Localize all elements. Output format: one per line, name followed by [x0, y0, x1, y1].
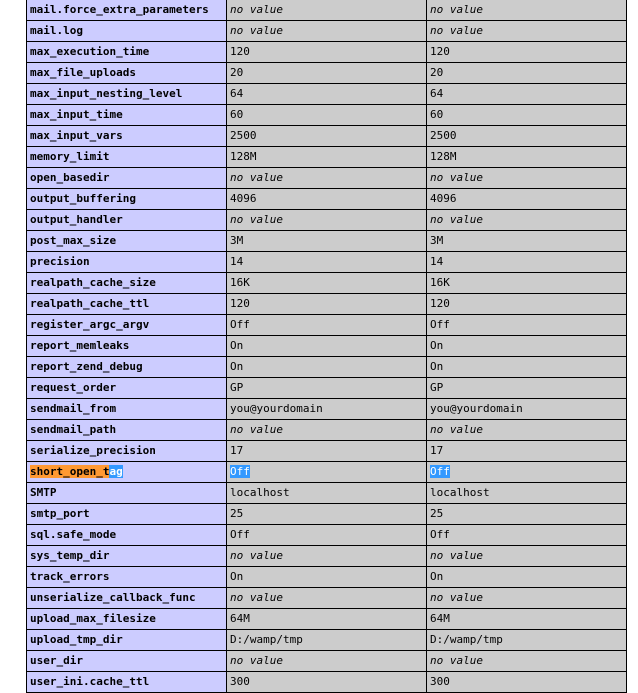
local-value-cell[interactable] [227, 168, 427, 189]
master-value-cell[interactable] [427, 672, 627, 693]
directive-name-cell[interactable] [27, 588, 227, 609]
directive-name: report_memleaks [30, 339, 130, 352]
master-value: 14 [430, 255, 444, 268]
directive-name-cell[interactable] [27, 315, 227, 336]
master-value: Off [430, 318, 450, 331]
directive-name-cell[interactable] [27, 21, 227, 42]
master-value: 17 [430, 444, 444, 457]
master-value: Off [430, 465, 450, 478]
directive-name-cell[interactable] [27, 567, 227, 588]
master-value-cell[interactable] [427, 315, 627, 336]
local-value-cell[interactable] [227, 525, 427, 546]
local-value: no value [230, 654, 283, 667]
local-value-cell[interactable] [227, 378, 427, 399]
php-config-table-container [26, 0, 626, 693]
local-value: Off [230, 465, 250, 478]
master-value-cell[interactable] [427, 651, 627, 672]
directive-name-cell[interactable] [27, 0, 227, 21]
local-value: On [230, 360, 244, 373]
master-value: On [430, 360, 444, 373]
master-value-cell[interactable] [427, 609, 627, 630]
local-value-cell[interactable] [227, 630, 427, 651]
local-value: GP [230, 381, 244, 394]
master-value: Off [430, 528, 450, 541]
master-value: localhost [430, 486, 490, 499]
table-row [27, 504, 627, 525]
directive-name-cell[interactable] [27, 525, 227, 546]
master-value: 120 [430, 297, 450, 310]
directive-name-cell[interactable] [27, 63, 227, 84]
config-rows [27, 0, 627, 693]
table-row [27, 210, 627, 231]
master-value-cell[interactable] [427, 105, 627, 126]
table-row [27, 273, 627, 294]
local-value: no value [230, 213, 283, 226]
master-value: 4096 [430, 192, 457, 205]
master-value-cell[interactable] [427, 21, 627, 42]
local-value: no value [230, 549, 283, 562]
table-row [27, 630, 627, 651]
local-value-cell[interactable] [227, 336, 427, 357]
master-value-cell[interactable] [427, 525, 627, 546]
master-value-cell[interactable] [427, 336, 627, 357]
table-row [27, 672, 627, 693]
directive-name: sendmail_path [30, 423, 117, 436]
directive-name-cell[interactable] [27, 630, 227, 651]
table-row [27, 588, 627, 609]
local-value: D:/wamp/tmp [230, 633, 303, 646]
directive-name-find-highlight: short_open_t [30, 465, 110, 478]
directive-name-cell[interactable] [27, 483, 227, 504]
local-value-cell[interactable] [227, 252, 427, 273]
table-row [27, 420, 627, 441]
directive-name-cell[interactable] [27, 609, 227, 630]
local-value: 64 [230, 87, 244, 100]
directive-name-cell[interactable] [27, 462, 227, 483]
local-value-cell[interactable] [227, 147, 427, 168]
master-value: On [430, 570, 444, 583]
directive-name: output_buffering [30, 192, 136, 205]
table-row [27, 294, 627, 315]
local-value: 120 [230, 45, 250, 58]
directive-name: smtp_port [30, 507, 90, 520]
directive-name: max_input_nesting_level [30, 87, 183, 100]
directive-name-cell[interactable] [27, 651, 227, 672]
table-row [27, 546, 627, 567]
directive-name: open_basedir [30, 171, 110, 184]
local-value-cell[interactable] [227, 420, 427, 441]
master-value-cell[interactable] [427, 231, 627, 252]
master-value: 3M [430, 234, 444, 247]
directive-name: sys_temp_dir [30, 549, 110, 562]
local-value: 16K [230, 276, 250, 289]
table-row [27, 189, 627, 210]
directive-name-cell[interactable] [27, 546, 227, 567]
table-row [27, 483, 627, 504]
directive-name: sql.safe_mode [30, 528, 117, 541]
local-value: localhost [230, 486, 290, 499]
local-value: 300 [230, 675, 250, 688]
directive-name-cell[interactable] [27, 147, 227, 168]
master-value-cell[interactable] [427, 147, 627, 168]
local-value: you@yourdomain [230, 402, 323, 415]
table-row [27, 105, 627, 126]
directive-name-cell[interactable] [27, 357, 227, 378]
master-value: 25 [430, 507, 444, 520]
local-value-cell[interactable] [227, 567, 427, 588]
table-row [27, 357, 627, 378]
table-row [27, 126, 627, 147]
local-value: 17 [230, 444, 244, 457]
directive-name: SMTP [30, 486, 57, 499]
table-row [27, 315, 627, 336]
master-value: 64 [430, 87, 444, 100]
master-value: 300 [430, 675, 450, 688]
directive-name: upload_max_filesize [30, 612, 156, 625]
table-row [27, 231, 627, 252]
master-value-cell[interactable] [427, 126, 627, 147]
local-value-cell[interactable] [227, 294, 427, 315]
master-value-cell[interactable] [427, 420, 627, 441]
local-value-cell[interactable] [227, 84, 427, 105]
master-value: 128M [430, 150, 457, 163]
local-value-cell[interactable] [227, 609, 427, 630]
master-value: 64M [430, 612, 450, 625]
directive-name: mail.force_extra_parameters [30, 3, 209, 16]
master-value-cell[interactable] [427, 588, 627, 609]
master-value: On [430, 339, 444, 352]
local-value-cell[interactable] [227, 63, 427, 84]
directive-name: upload_tmp_dir [30, 633, 123, 646]
directive-name: max_input_time [30, 108, 123, 121]
local-value-cell[interactable] [227, 483, 427, 504]
table-row [27, 168, 627, 189]
local-value-cell[interactable] [227, 546, 427, 567]
directive-name: track_errors [30, 570, 110, 583]
php-config-table [26, 0, 627, 693]
master-value: you@yourdomain [430, 402, 523, 415]
directive-name-cell[interactable] [27, 168, 227, 189]
directive-name: max_input_vars [30, 129, 123, 142]
directive-name-cell[interactable] [27, 126, 227, 147]
master-value-cell[interactable] [427, 189, 627, 210]
master-value-cell[interactable] [427, 0, 627, 21]
local-value: Off [230, 318, 250, 331]
master-value-cell[interactable] [427, 63, 627, 84]
table-row [27, 147, 627, 168]
master-value-cell[interactable] [427, 462, 627, 483]
local-value-cell[interactable] [227, 672, 427, 693]
master-value: no value [430, 423, 483, 436]
local-value: On [230, 339, 244, 352]
local-value: 60 [230, 108, 244, 121]
local-value: 2500 [230, 129, 257, 142]
master-value: GP [430, 381, 444, 394]
local-value: no value [230, 423, 283, 436]
local-value: 120 [230, 297, 250, 310]
local-value: 3M [230, 234, 244, 247]
table-row [27, 21, 627, 42]
directive-name: unserialize_callback_func [30, 591, 196, 604]
directive-name-cell[interactable] [27, 105, 227, 126]
table-row [27, 84, 627, 105]
local-value: Off [230, 528, 250, 541]
master-value: no value [430, 3, 483, 16]
table-row [27, 525, 627, 546]
table-row [27, 399, 627, 420]
directive-name: sendmail_from [30, 402, 117, 415]
master-value-cell[interactable] [427, 252, 627, 273]
local-value-cell[interactable] [227, 357, 427, 378]
directive-name: user_dir [30, 654, 83, 667]
directive-name-cell[interactable] [27, 504, 227, 525]
table-row [27, 252, 627, 273]
directive-name: register_argc_argv [30, 318, 150, 331]
directive-name: user_ini.cache_ttl [30, 675, 150, 688]
directive-name-cell[interactable] [27, 336, 227, 357]
master-value-cell[interactable] [427, 504, 627, 525]
table-row [27, 336, 627, 357]
master-value-cell[interactable] [427, 378, 627, 399]
master-value: no value [430, 549, 483, 562]
master-value-cell[interactable] [427, 294, 627, 315]
master-value: 60 [430, 108, 444, 121]
master-value: 120 [430, 45, 450, 58]
directive-name: max_execution_time [30, 45, 150, 58]
local-value-cell[interactable] [227, 273, 427, 294]
master-value: 16K [430, 276, 450, 289]
local-value: no value [230, 24, 283, 37]
directive-name-cell[interactable] [27, 42, 227, 63]
local-value-cell[interactable] [227, 441, 427, 462]
directive-name: report_zend_debug [30, 360, 143, 373]
master-value-cell[interactable] [427, 630, 627, 651]
local-value: 20 [230, 66, 244, 79]
master-value: no value [430, 213, 483, 226]
master-value: no value [430, 24, 483, 37]
local-value-cell[interactable] [227, 189, 427, 210]
table-row [27, 609, 627, 630]
master-value-cell[interactable] [427, 357, 627, 378]
directive-name-cell[interactable] [27, 420, 227, 441]
table-row [27, 567, 627, 588]
directive-name-cell[interactable] [27, 378, 227, 399]
local-value: no value [230, 591, 283, 604]
local-value-cell[interactable] [227, 105, 427, 126]
master-value-cell[interactable] [427, 546, 627, 567]
directive-name: max_file_uploads [30, 66, 136, 79]
local-value-cell[interactable] [227, 210, 427, 231]
table-row [27, 42, 627, 63]
master-value: no value [430, 654, 483, 667]
directive-name-cell[interactable] [27, 273, 227, 294]
directive-name: request_order [30, 381, 117, 394]
local-value-cell[interactable] [227, 0, 427, 21]
master-value-cell[interactable] [427, 84, 627, 105]
master-value: no value [430, 171, 483, 184]
directive-name: output_handler [30, 213, 123, 226]
directive-name: post_max_size [30, 234, 117, 247]
directive-name-cell[interactable] [27, 441, 227, 462]
local-value-cell[interactable] [227, 315, 427, 336]
local-value: 25 [230, 507, 244, 520]
master-value-cell[interactable] [427, 441, 627, 462]
master-value: 20 [430, 66, 444, 79]
master-value-cell[interactable] [427, 210, 627, 231]
local-value: 14 [230, 255, 244, 268]
local-value: 4096 [230, 192, 257, 205]
directive-name-selection: ag [109, 465, 123, 478]
local-value: On [230, 570, 244, 583]
directive-name-cell[interactable] [27, 189, 227, 210]
master-value-cell[interactable] [427, 273, 627, 294]
master-value: D:/wamp/tmp [430, 633, 503, 646]
directive-name-cell[interactable] [27, 231, 227, 252]
master-value-cell[interactable] [427, 567, 627, 588]
table-row [27, 441, 627, 462]
directive-name-cell[interactable] [27, 399, 227, 420]
master-value: no value [430, 591, 483, 604]
table-row [27, 0, 627, 21]
directive-name: serialize_precision [30, 444, 156, 457]
directive-name-cell[interactable] [27, 210, 227, 231]
table-row [27, 462, 627, 483]
table-row [27, 63, 627, 84]
directive-name: precision [30, 255, 90, 268]
local-value: 128M [230, 150, 257, 163]
local-value-cell[interactable] [227, 231, 427, 252]
table-row [27, 378, 627, 399]
directive-name-cell[interactable] [27, 84, 227, 105]
directive-name-cell[interactable] [27, 294, 227, 315]
local-value-cell[interactable] [227, 21, 427, 42]
master-value-cell[interactable] [427, 42, 627, 63]
master-value-cell[interactable] [427, 483, 627, 504]
directive-name: memory_limit [30, 150, 110, 163]
local-value: no value [230, 171, 283, 184]
table-row [27, 651, 627, 672]
directive-name: mail.log [30, 24, 83, 37]
directive-name-cell[interactable] [27, 672, 227, 693]
local-value-cell[interactable] [227, 504, 427, 525]
master-value-cell[interactable] [427, 168, 627, 189]
local-value: 64M [230, 612, 250, 625]
master-value-cell[interactable] [427, 399, 627, 420]
local-value-cell[interactable] [227, 651, 427, 672]
local-value-cell[interactable] [227, 126, 427, 147]
directive-name-cell[interactable] [27, 252, 227, 273]
local-value-cell[interactable] [227, 42, 427, 63]
directive-name: realpath_cache_ttl [30, 297, 150, 310]
directive-name: realpath_cache_size [30, 276, 156, 289]
master-value: 2500 [430, 129, 457, 142]
local-value-cell[interactable] [227, 588, 427, 609]
local-value-cell[interactable] [227, 462, 427, 483]
local-value: no value [230, 3, 283, 16]
local-value-cell[interactable] [227, 399, 427, 420]
